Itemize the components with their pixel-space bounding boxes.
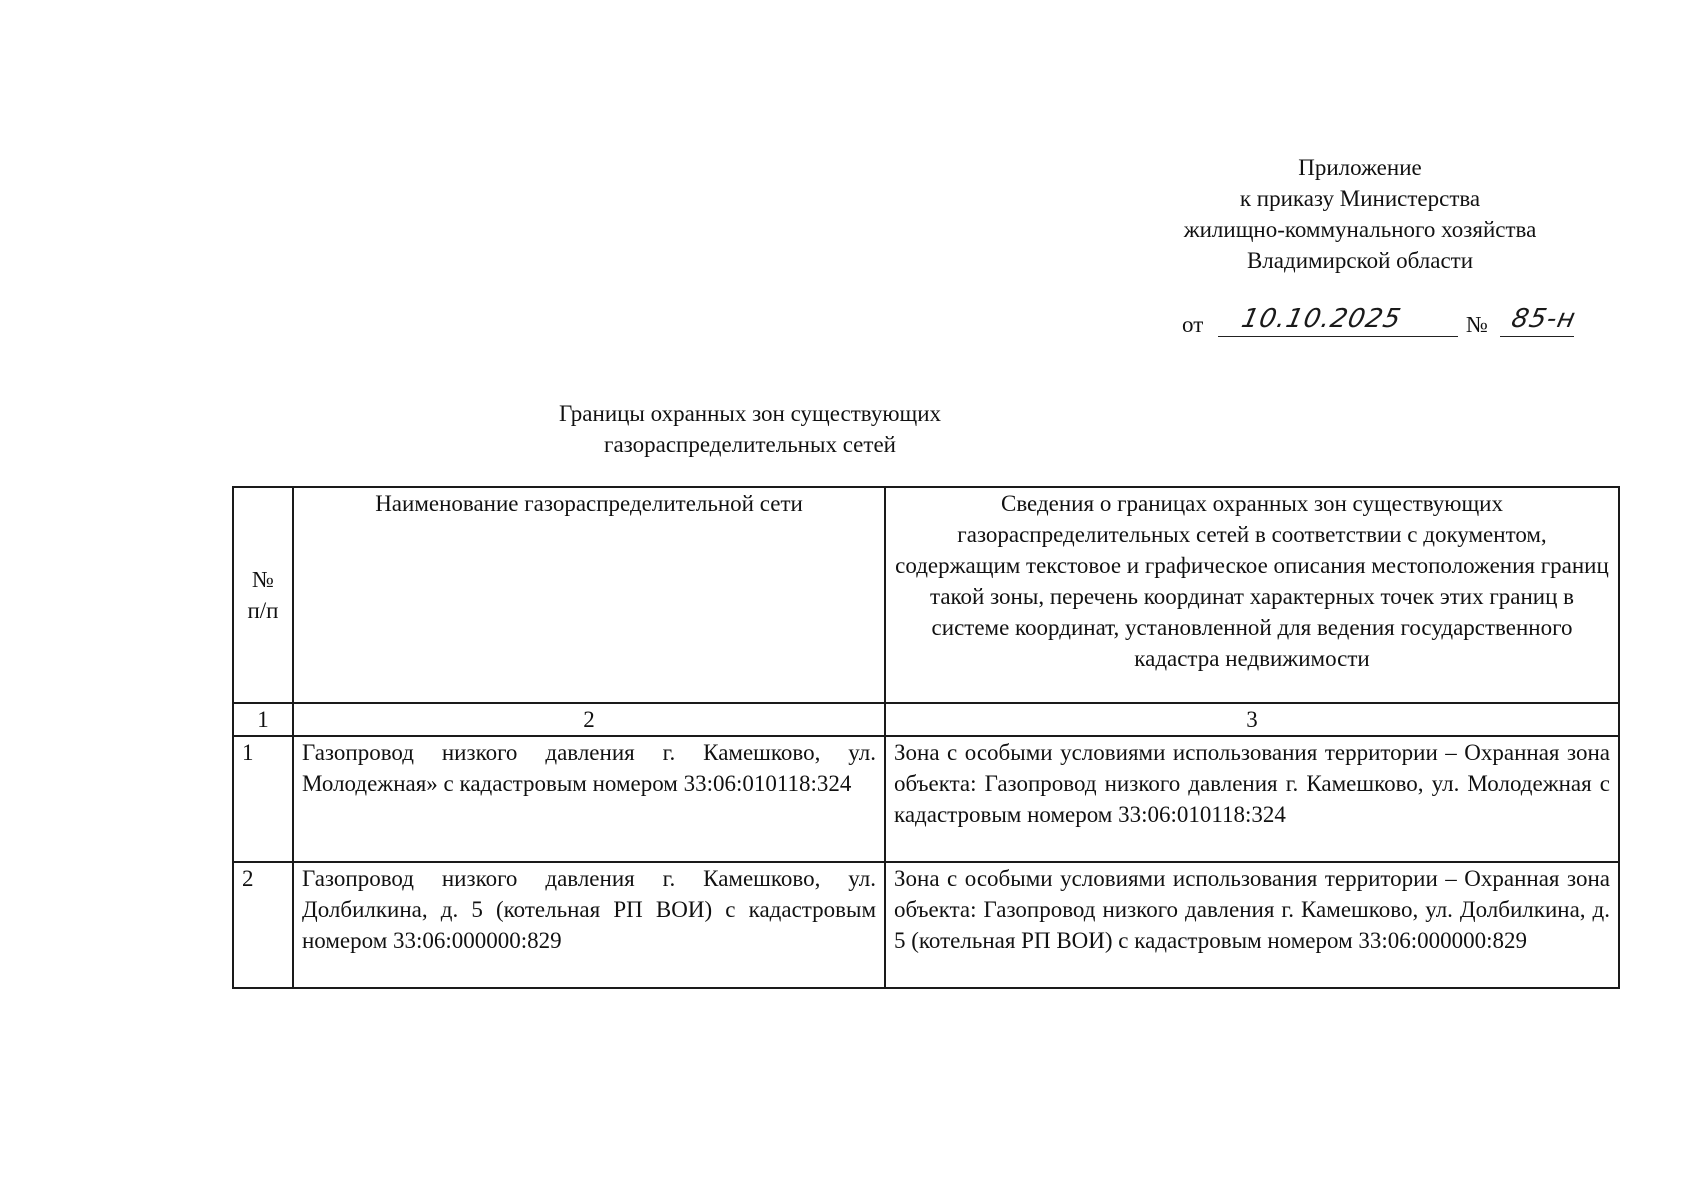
number-label: № [1466,312,1488,337]
column-index-1: 1 [233,703,293,736]
document-title [540,398,960,460]
title-line-2: газораспределительных сетей [604,432,896,457]
order-reference [1182,302,1582,342]
table-row [233,736,1619,862]
header-name: Наименование газораспределительной сети [293,487,885,703]
row-network-name: Газопровод низкого давления г. Камешково, ул. Долбилкина, д. 5 (котельная РП ВОИ) с кадастровым номером 33:06:000000:829 [293,862,885,988]
title-line-1: Границы охранных зон существующих [558,401,942,426]
column-index-2: 2 [293,703,885,736]
protection-zones-table [232,486,1620,989]
row-number: 1 [233,736,293,862]
order-date-field [1218,302,1458,337]
header-info: Сведения о границах охранных зон существующих газораспределительных сетей в соответствии с документом, содержащим текстовое и графическое описания местоположения границ такой зоны, перечень координат характерных точек этих границ в системе координат, установленной для ведения государственного кадастра недвижимости [885,487,1619,703]
table-header-row [233,487,1619,703]
column-index-3: 3 [885,703,1619,736]
row-zone-info: Зона с особыми условиями использования территории – Охранная зона объекта: Газопровод низкого давления г. Камешково, ул. Долбилкина, д. 5 (котельная РП ВОИ) с кадастровым номером 33:06:000000:829 [885,862,1619,988]
appendix-header [1120,152,1600,276]
row-number: 2 [233,862,293,988]
appendix-line-3: жилищно-коммунального хозяйства [1183,217,1537,242]
appendix-line-4: Владимирской области [1246,248,1474,273]
row-network-name: Газопровод низкого давления г. Камешково, ул. Молодежная» с кадастровым номером 33:06:010118:324 [293,736,885,862]
appendix-line-1: Приложение [1298,155,1422,180]
order-number-field [1500,302,1579,337]
order-date-handwritten: 10.10.2025 [1238,304,1405,334]
row-zone-info: Зона с особыми условиями использования территории – Охранная зона объекта: Газопровод низкого давления г. Камешково, ул. Молодежная с кадастровым номером 33:06:010118:324 [885,736,1619,862]
order-number-handwritten: 85-н [1508,304,1579,334]
appendix-line-2: к приказу Министерства [1239,186,1481,211]
header-num: № п/п [233,487,293,703]
column-index-row [233,703,1619,736]
date-prefix: от [1182,312,1204,337]
table-row [233,862,1619,988]
